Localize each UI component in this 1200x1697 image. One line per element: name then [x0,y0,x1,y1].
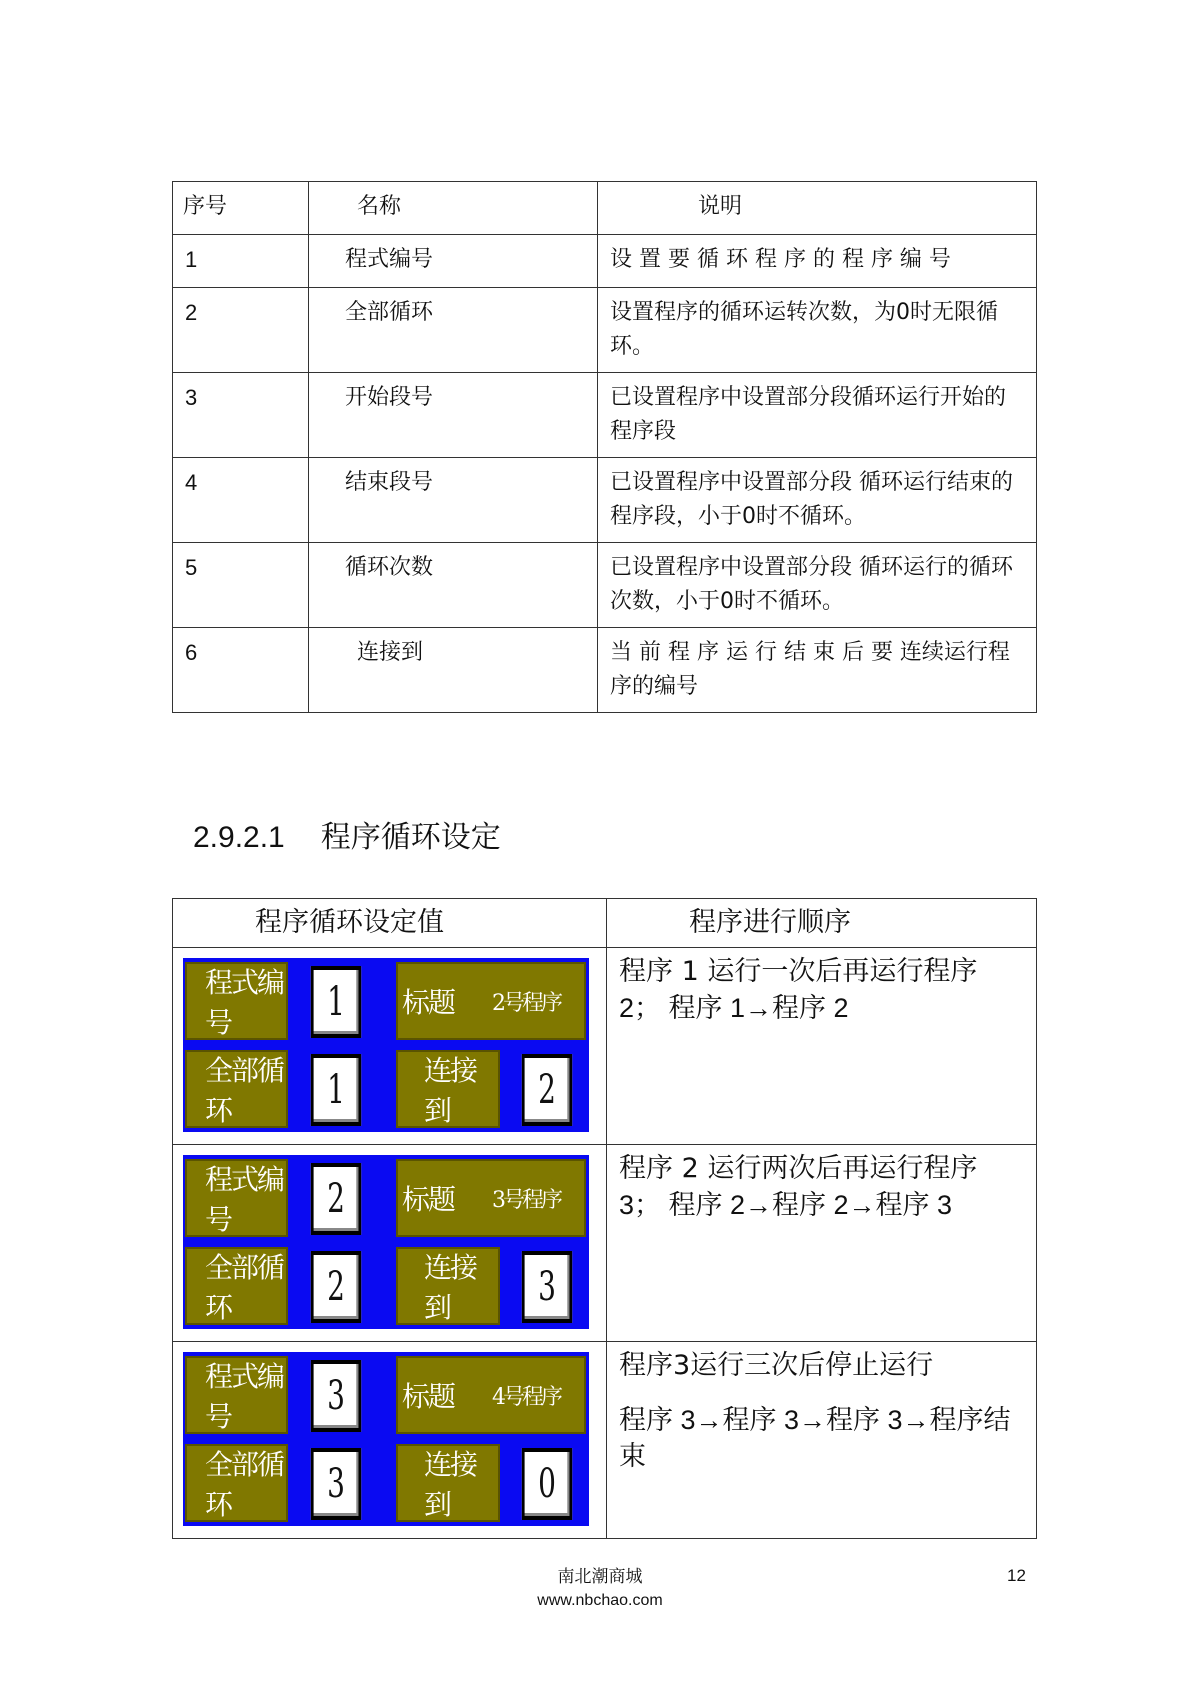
sequence-line: 程序 3→程序 3→程序 3→程序结束 [619,1405,1011,1471]
link-to-label: 连接到 [396,1247,500,1325]
sequence-line: 2； 程序 1→程序 2 [619,993,849,1023]
table-row [173,235,1037,288]
loop-count-value[interactable]: 2 [311,1251,361,1323]
title-value: 4号程序 [492,1384,561,1410]
title-label-text: 标题 [402,986,455,1019]
sequence-description [607,948,1037,1145]
sequence-line: 程序 2 运行两次后再运行程序 [619,1153,978,1184]
row-desc: 已设置程序中设置部分段循环运行开始的程序段 [598,373,1037,458]
loop-count-label: 全部循环 [185,1444,288,1522]
page-number: 12 [1007,1566,1026,1585]
header-settings [173,899,607,948]
loop-count-label: 全部循环 [185,1050,288,1128]
parameter-table [172,181,1037,713]
sequence-line: 程序 1 运行一次后再运行程序 [619,956,978,987]
hmi-cell [173,1145,607,1342]
header-desc: 说明 [598,182,1037,235]
header-sequence: 程序进行顺序 [607,899,1037,948]
table-row [173,628,1037,713]
table-row [173,543,1037,628]
link-to-value[interactable]: 3 [522,1251,572,1323]
section-title: 程序循环设定 [320,820,501,855]
title-label-text: 标题 [402,1380,455,1413]
link-to-label: 连接到 [396,1050,500,1128]
program-number-label: 程式编号 [185,1159,288,1237]
row-no: 2 [173,288,309,373]
row-name: 连接到 [309,628,598,713]
header-no: 序号 [173,182,309,235]
row-desc: 已设置程序中设置部分段 循环运行的循环次数，小于0时不循环。 [598,543,1037,628]
hmi-panel [183,1155,589,1329]
row-desc: 当 前 程 序 运 行 结 束 后 要 连续运行程序的编号 [598,628,1037,713]
row-name: 结束段号 [309,458,598,543]
loop-count-value[interactable]: 1 [311,1054,361,1126]
row-name: 全部循环 [309,288,598,373]
table-row [173,458,1037,543]
section-number: 2.9.2.1 [193,821,285,854]
row-no: 5 [173,543,309,628]
sequence-description [607,1145,1037,1342]
sequence-description [607,1342,1037,1539]
hmi-cell [173,948,607,1145]
table-row [173,1342,1037,1539]
title-value: 3号程序 [492,1187,561,1213]
row-name: 程式编号 [309,235,598,288]
table-row [173,948,1037,1145]
header-name: 名称 [309,182,598,235]
sequence-line: 程序3运行三次后停止运行 [619,1350,934,1381]
sequence-line: 3； 程序 2→程序 2→程序 3 [619,1190,953,1220]
program-number-value[interactable]: 2 [311,1163,361,1235]
title-label [396,1356,586,1434]
row-no: 3 [173,373,309,458]
row-name: 开始段号 [309,373,598,458]
section-heading [193,818,501,858]
link-to-label: 连接到 [396,1444,500,1522]
table-row [173,373,1037,458]
table-row [173,1145,1037,1342]
footer-url: www.nbchao.com [537,1592,663,1609]
loop-example-table [172,898,1037,1539]
header-settings-label: 程序循环设定值 [255,907,444,938]
row-desc: 设置程序的循环运转次数，为0时无限循环。 [598,288,1037,373]
row-no: 1 [173,235,309,288]
title-label [396,962,586,1040]
row-no: 4 [173,458,309,543]
table-row [173,288,1037,373]
hmi-cell [173,1342,607,1539]
loop-count-label: 全部循环 [185,1247,288,1325]
program-number-label: 程式编号 [185,1356,288,1434]
hmi-panel [183,958,589,1132]
title-label [396,1159,586,1237]
row-desc: 已设置程序中设置部分段 循环运行结束的程序段，小于0时不循环。 [598,458,1037,543]
program-number-value[interactable]: 1 [311,966,361,1038]
row-no: 6 [173,628,309,713]
table-header-row [173,182,1037,235]
link-to-value[interactable]: 0 [522,1448,572,1520]
row-name: 循环次数 [309,543,598,628]
program-number-label: 程式编号 [185,962,288,1040]
row-desc: 设 置 要 循 环 程 序 的 程 序 编 号 [598,235,1037,288]
footer-site-name: 南北潮商城 [557,1567,643,1587]
hmi-panel [183,1352,589,1526]
title-label-text: 标题 [402,1183,455,1216]
program-number-value[interactable]: 3 [311,1360,361,1432]
link-to-value[interactable]: 2 [522,1054,572,1126]
title-value: 2号程序 [492,990,561,1016]
loop-count-value[interactable]: 3 [311,1448,361,1520]
table-header-row [173,899,1037,948]
